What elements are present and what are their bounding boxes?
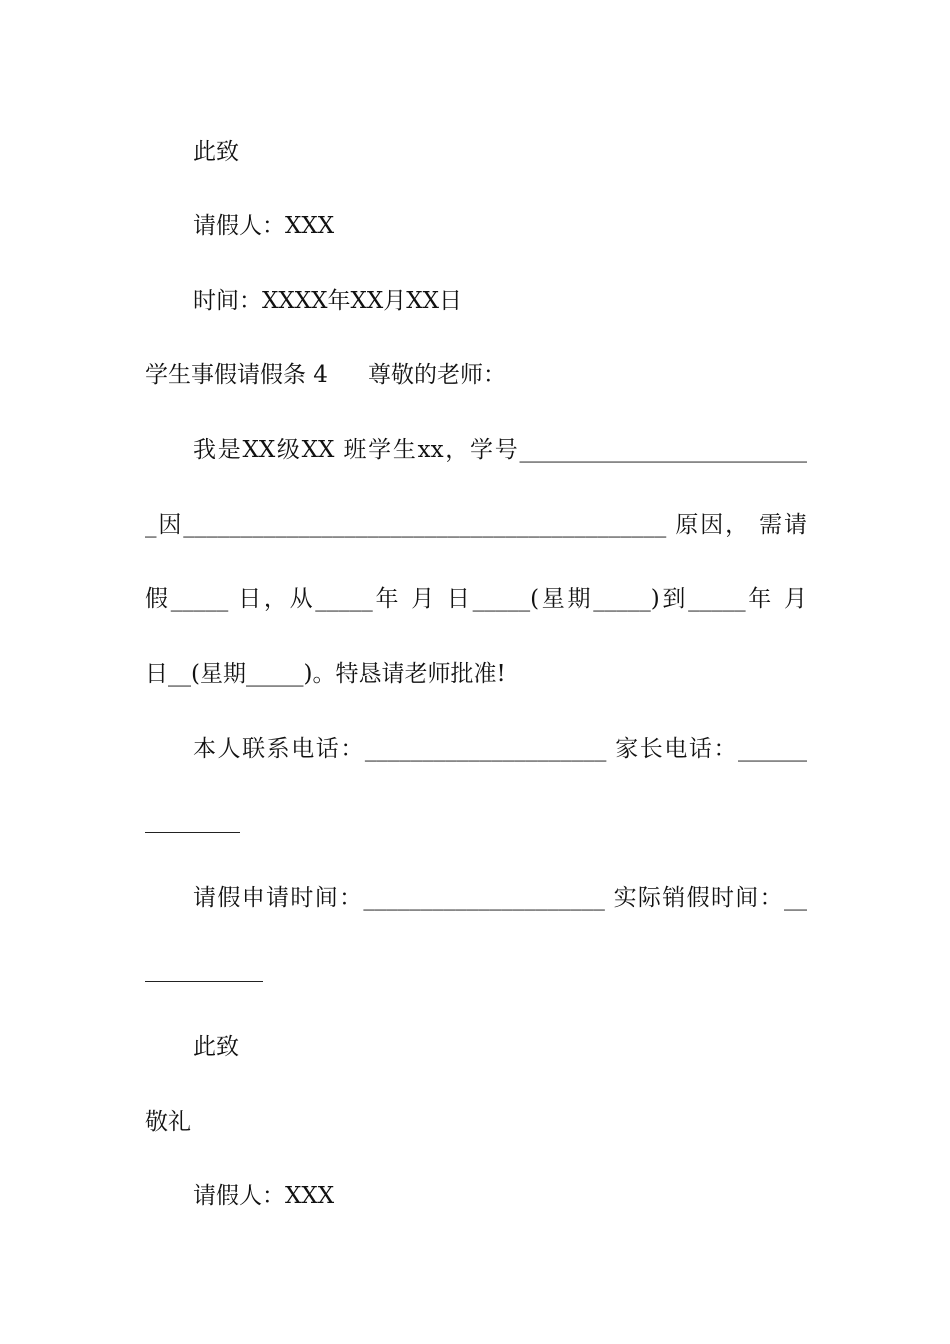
greeting: 尊敬的老师：: [367, 362, 506, 388]
body-line-request: 日__(星期_____)。特恳请老师批准!: [145, 661, 506, 687]
body-line-reason: _因__________________________________________ 原因， 需请: [145, 512, 807, 538]
body-line-duration: 假_____ 日，从_____年 月 日_____(星期_____)到_____年 月: [145, 586, 807, 612]
body-line-student-info: 我是XX级XX 班学生xx，学号_________________________: [193, 437, 807, 463]
body-line-phones: 本人联系电话：_____________________ 家长电话：______: [193, 736, 807, 762]
section-title: 学生事假请假条 4: [145, 362, 328, 388]
section-heading-line: [145, 355, 807, 395]
closing-salutation-1: 此致: [193, 139, 239, 165]
applicant-name-2: 请假人：XXX: [193, 1183, 335, 1209]
date-line-1: 时间：XXXX年XX月XX日: [193, 288, 462, 314]
closing-salutation-2: 此致: [193, 1034, 239, 1060]
body-line-leave-times: 请假申请时间：_____________________ 实际销假时间：__: [193, 885, 807, 911]
applicant-name-1: 请假人：XXX: [193, 213, 335, 239]
phone-blank-continuation: [145, 831, 240, 833]
leave-time-blank-continuation: [145, 980, 263, 982]
closing-regards: 敬礼: [145, 1109, 191, 1135]
